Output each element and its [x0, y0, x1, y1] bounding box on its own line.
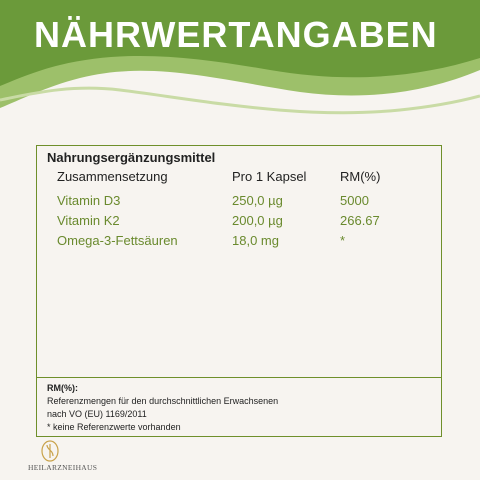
row-nutrient: Omega-3-Fettsäuren — [57, 233, 178, 248]
table-row — [37, 193, 441, 211]
table-row — [37, 233, 441, 251]
row-amount: 200,0 µg — [232, 213, 283, 228]
row-rm: * — [340, 233, 346, 248]
row-amount: 18,0 mg — [232, 233, 279, 248]
footnote-line: Referenzmengen für den durchschnittlichen Erwachsenen — [47, 396, 279, 406]
table-header-row — [37, 169, 441, 187]
page-title: NÄHRWERTANGABEN — [34, 14, 438, 55]
table-row — [37, 213, 441, 231]
brand-emblem-icon — [40, 440, 60, 462]
brand-logo — [28, 440, 118, 472]
table-heading: Nahrungsergänzungsmittel — [47, 150, 216, 165]
nutrition-panel — [36, 145, 442, 437]
row-rm: 266.67 — [340, 213, 380, 228]
brand-name: HEILARZNEIHAUS — [28, 463, 98, 472]
column-header-rm: RM(%) — [340, 169, 381, 184]
row-rm: 5000 — [340, 193, 369, 208]
column-header-per-capsule: Pro 1 Kapsel — [232, 169, 307, 184]
footnote-line: nach VO (EU) 1169/2011 — [47, 409, 147, 419]
divider — [37, 377, 441, 378]
footnote-title: RM(%): — [47, 383, 78, 393]
row-amount: 250,0 µg — [232, 193, 283, 208]
row-nutrient: Vitamin D3 — [57, 193, 121, 208]
row-nutrient: Vitamin K2 — [57, 213, 120, 228]
footnote — [47, 382, 278, 434]
column-header-composition: Zusammensetzung — [57, 169, 168, 184]
footnote-line: * keine Referenzwerte vorhanden — [47, 422, 181, 432]
